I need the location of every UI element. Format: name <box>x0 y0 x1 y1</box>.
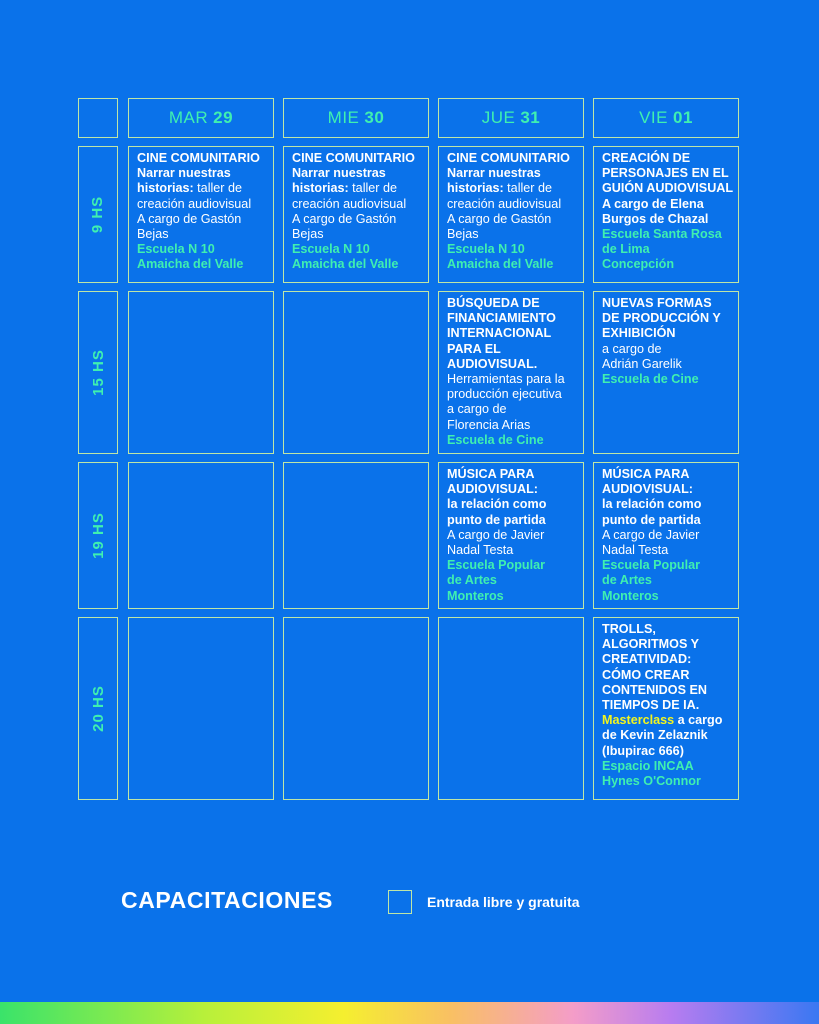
event-place: Escuela N 10 Amaicha del Valle <box>137 242 244 272</box>
event-description: a cargo de Adrián Garelik <box>602 341 682 371</box>
day-name: VIE <box>639 108 668 127</box>
empty-slot <box>438 617 584 800</box>
empty-slot <box>128 291 274 454</box>
empty-slot <box>283 617 429 800</box>
day-name: JUE <box>481 108 516 127</box>
time-19hs <box>78 462 118 609</box>
event-busqueda-financiamiento[interactable] <box>438 291 584 454</box>
event-title: CINE COMUNITARIO Narrar nuestras historias: <box>292 151 415 196</box>
time-15hs <box>78 291 118 454</box>
event-title: MÚSICA PARA AUDIOVISUAL: la relación como punto de partida <box>602 467 702 527</box>
event-place: Escuela Santa Rosa de Lima Concepción <box>602 227 722 272</box>
masterclass-highlight: Masterclass <box>602 713 675 728</box>
event-title: CREACIÓN DE PERSONAJES EN EL GUIÓN AUDIOVISUAL A cargo de Elena Burgos de Chazal <box>602 151 734 226</box>
day-name: MAR <box>168 108 209 127</box>
event-place: Escuela N 10 Amaicha del Valle <box>292 242 399 272</box>
time-9hs <box>78 146 118 283</box>
empty-slot <box>283 291 429 454</box>
day-number: 31 <box>520 108 541 127</box>
event-place: Escuela de Cine <box>447 432 544 447</box>
event-title: NUEVAS FORMAS DE PRODUCCIÓN Y EXHIBICIÓN <box>602 296 721 341</box>
footer-title: CAPACITACIONES <box>121 887 333 913</box>
event-title: BÚSQUEDA DE FINANCIAMIENTO INTERNACIONAL PARA EL AUDIOVISUAL. <box>447 296 556 371</box>
event-musica-audiovisual-jue[interactable] <box>438 462 584 609</box>
time-label: 9 HS <box>89 195 107 234</box>
event-title: CINE COMUNITARIO Narrar nuestras historias: <box>447 151 570 196</box>
legend-box-icon <box>388 890 412 914</box>
event-title: MÚSICA PARA AUDIOVISUAL: la relación como punto de partida <box>447 467 547 527</box>
event-musica-audiovisual-vie[interactable] <box>593 462 739 609</box>
event-place: Escuela Popular de Artes Monteros <box>602 558 700 603</box>
event-description: taller de creación audiovisual A cargo de Gastón Bejas <box>447 181 562 242</box>
event-cine-comunitario-mie[interactable] <box>283 146 429 283</box>
event-trolls-algoritmos[interactable] <box>593 617 739 800</box>
day-number: 29 <box>213 108 234 127</box>
event-place: Escuela Popular de Artes Monteros <box>447 558 545 603</box>
day-number: 01 <box>672 108 693 127</box>
event-place: Escuela N 10 Amaicha del Valle <box>447 242 554 272</box>
event-cine-comunitario-mar[interactable] <box>128 146 274 283</box>
event-description: taller de creación audiovisual A cargo de Gastón Bejas <box>137 181 252 242</box>
event-description: taller de creación audiovisual A cargo de Gastón Bejas <box>292 181 407 242</box>
event-description: A cargo de Javier Nadal Testa <box>447 527 545 558</box>
event-nuevas-formas[interactable] <box>593 291 739 454</box>
day-header-mar <box>128 98 274 138</box>
day-header-vie <box>593 98 739 138</box>
day-number: 30 <box>364 108 385 127</box>
event-place: Espacio INCAA Hynes O'Connor <box>602 758 701 789</box>
event-title: CINE COMUNITARIO Narrar nuestras historias: <box>137 151 260 196</box>
footer-note: Entrada libre y gratuita <box>427 894 580 910</box>
time-label: 19 HS <box>89 512 107 559</box>
day-header-jue <box>438 98 584 138</box>
time-label: 15 HS <box>89 349 107 396</box>
rainbow-strip <box>0 1002 819 1024</box>
event-description: A cargo de Javier Nadal Testa <box>602 527 700 558</box>
empty-slot <box>128 617 274 800</box>
event-creacion-personajes[interactable] <box>593 146 739 283</box>
event-description: Herramientas para la producción ejecutiva a cargo de Florencia Arias <box>447 372 565 432</box>
event-cine-comunitario-jue[interactable] <box>438 146 584 283</box>
empty-slot <box>128 462 274 609</box>
time-label: 20 HS <box>89 685 107 732</box>
day-name: MIE <box>327 108 360 127</box>
time-20hs <box>78 617 118 800</box>
event-speaker: a cargo de Kevin Zelaznik (Ibupirac 666) <box>602 713 723 758</box>
event-place: Escuela de Cine <box>602 372 699 387</box>
corner-cell <box>78 98 118 138</box>
event-title: TROLLS, ALGORITMOS Y CREATIVIDAD: CÓMO CREAR CONTENIDOS EN TIEMPOS DE IA. <box>602 622 707 713</box>
empty-slot <box>283 462 429 609</box>
day-header-mie <box>283 98 429 138</box>
